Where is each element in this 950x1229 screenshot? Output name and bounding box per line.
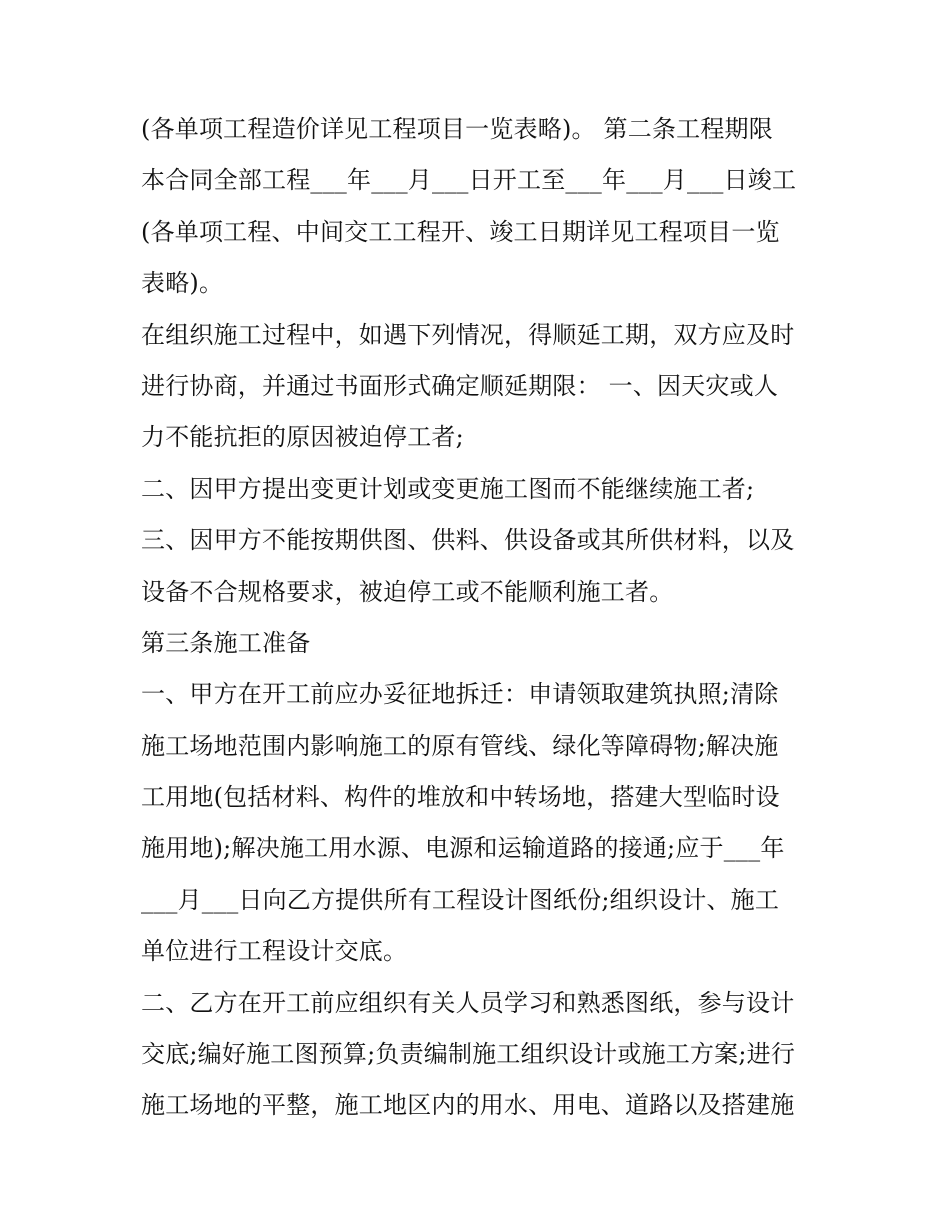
text-line: 二、乙方在开工前应组织有关人员学习和熟悉图纸，参与设计: [141, 988, 795, 1017]
text-line: 三、因甲方不能按期供图、供料、供设备或其所供材料，以及: [141, 526, 795, 555]
text-line: 施用地);解决施工用水源、电源和运输道路的接通;应于___年: [141, 834, 785, 863]
section-heading: 第三条施工准备: [141, 628, 311, 657]
text-line: 单位进行工程设计交底。: [141, 937, 408, 966]
text-line: 施工场地的平整，施工地区内的用水、用电、道路以及搭建施: [141, 1091, 795, 1120]
text-line: 在组织施工过程中，如遇下列情况，得顺延工期，双方应及时: [141, 320, 795, 349]
text-line: (各单项工程、中间交工工程开、竣工日期详见工程项目一览: [141, 217, 780, 246]
text-line: 施工场地范围内影响施工的原有管线、绿化等障碍物;解决施: [141, 731, 779, 760]
text-line: 本合同全部工程___年___月___日开工至___年___月___日竣工: [141, 166, 797, 195]
text-line: 二、因甲方提出变更计划或变更施工图而不能继续施工者;: [141, 474, 755, 503]
text-line: ___月___日向乙方提供所有工程设计图纸份;组织设计、施工: [141, 885, 780, 914]
text-line: 工用地(包括材料、构件的堆放和中转场地，搭建大型临时设: [141, 783, 780, 812]
text-line: 交底;编好施工图预算;负责编制施工组织设计或施工方案;进行: [141, 1040, 796, 1069]
text-line: 设备不合规格要求，被迫停工或不能顺利施工者。: [141, 577, 674, 606]
text-line: 表略)。: [141, 269, 224, 298]
text-line: 一、甲方在开工前应办妥征地拆迁：申请领取建筑执照;清除: [141, 680, 779, 709]
text-line: 力不能抗拒的原因被迫停工者;: [141, 423, 464, 452]
text-line: 进行协商，并通过书面形式确定顺延期限： 一、因天灾或人: [141, 371, 779, 400]
document-body: [141, 104, 821, 1132]
text-line: (各单项工程造价详见工程项目一览表略)。 第二条工程期限: [141, 115, 773, 143]
